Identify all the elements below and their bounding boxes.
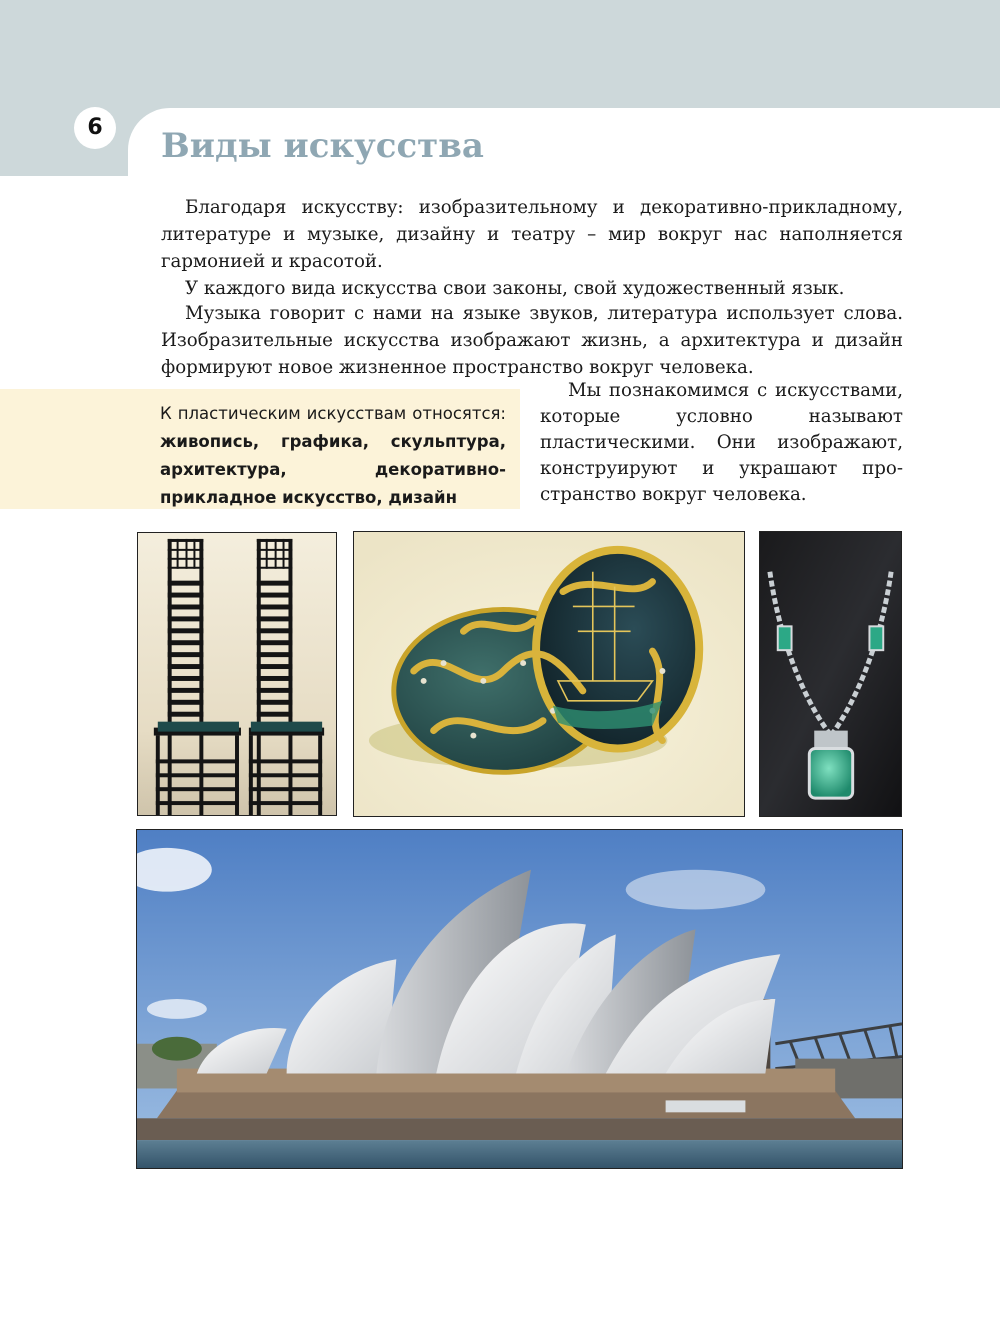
callout-lead: К пластическим искусствам относятся: xyxy=(160,404,506,423)
chairs-photo xyxy=(137,532,337,816)
callout-terms: живопись, графика, скульптура, архитектура, декоративно-прикладное искусство, дизайн xyxy=(160,432,506,507)
definition-callout-text xyxy=(160,400,506,512)
laws-paragraph: У каждого вида искусства свои законы, свой художественный язык. xyxy=(185,278,845,299)
page-title: Виды искусства xyxy=(161,126,484,166)
page-number: 6 xyxy=(74,107,116,149)
music-paragraph: Музыка говорит с нами на языке звуков, литература использует слова. Изобразительные искусства изображают жизнь, а архитектура и дизайн формируют новое жизненное пространство вокруг человека. xyxy=(161,303,903,378)
intro-paragraph: Благодаря искусству: изобразительному и декоративно-прикладному, литературе и музыке, дизайну и театру – мир вокруг нас наполняется гармонией и красотой. xyxy=(161,197,903,272)
plastic-arts-paragraph: Мы познакомимся с искусствами, которые условно называют пластическими. Они изображают, конструируют и украшают пространство вокруг человека. xyxy=(540,380,903,505)
necklace-photo xyxy=(759,531,902,817)
faberge-egg-photo xyxy=(353,531,745,817)
sydney-opera-house-photo xyxy=(136,829,903,1169)
